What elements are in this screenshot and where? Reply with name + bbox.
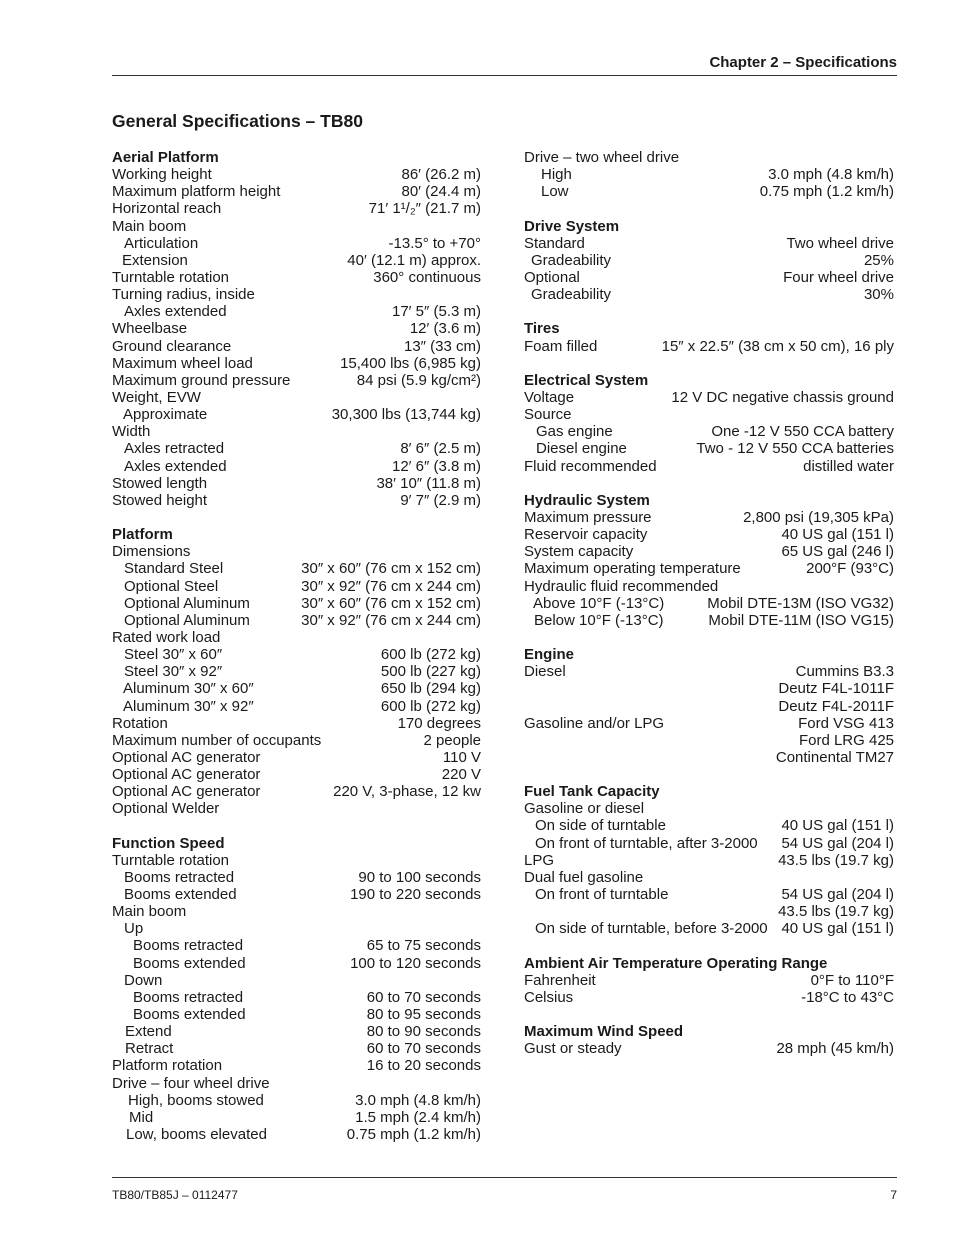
spec-row xyxy=(112,920,481,937)
spec-row xyxy=(112,783,481,800)
spec-value: 30″ x 92″ (76 cm x 244 cm) xyxy=(301,611,481,629)
spec-row xyxy=(524,286,894,303)
spec-value: 0.75 mph (1.2 km/h) xyxy=(346,1126,481,1144)
spec-value: 15,400 lbs (6,985 kg) xyxy=(340,354,481,372)
spec-value: 12′ (3.6 m) xyxy=(409,320,481,338)
spec-value: Mobil DTE-11M (ISO VG15) xyxy=(708,611,894,629)
spec-row xyxy=(112,423,481,440)
spec-label: Optional xyxy=(524,268,580,286)
section-heading xyxy=(524,1023,894,1040)
spec-value: 12 V DC negative chassis ground xyxy=(671,388,894,406)
spec-label: Maximum operating temperature xyxy=(524,560,741,578)
spec-value: 65 US gal (246 l) xyxy=(781,543,894,561)
spec-row xyxy=(112,732,481,749)
spec-row xyxy=(112,235,481,252)
spec-value: 71′ 1¹/₂″ (21.7 m) xyxy=(368,200,481,218)
spec-row xyxy=(112,492,481,509)
spec-label: Booms retracted xyxy=(133,988,244,1006)
spec-row xyxy=(112,303,481,320)
spacer xyxy=(524,303,894,320)
spec-row xyxy=(524,578,894,595)
spec-row xyxy=(524,440,894,457)
spec-value: -18°C to 43°C xyxy=(801,988,894,1006)
spec-row xyxy=(112,1109,481,1126)
spec-row xyxy=(112,869,481,886)
spec-value: 2,800 psi (19,305 kPa) xyxy=(743,508,894,526)
spec-row xyxy=(524,749,894,766)
spec-label: Fahrenheit xyxy=(524,971,596,989)
spec-label: Stowed length xyxy=(112,474,208,492)
spec-row xyxy=(112,320,481,337)
spec-value: 600 lb (272 kg) xyxy=(380,646,481,664)
header-divider xyxy=(112,75,897,76)
spec-row xyxy=(112,852,481,869)
spec-label: Main boom xyxy=(112,217,187,235)
spec-label: Gradeability xyxy=(531,251,612,269)
spec-value: 84 psi (5.9 kg/cm²) xyxy=(356,371,481,389)
spec-row xyxy=(524,972,894,989)
spec-value: 1.5 mph (2.4 km/h) xyxy=(355,1108,481,1126)
spec-label: Booms extended xyxy=(124,886,237,904)
spec-value: 30,300 lbs (13,744 kg) xyxy=(331,406,481,424)
section-heading-label: Electrical System xyxy=(524,371,649,389)
spacer xyxy=(524,475,894,492)
spec-value: 110 V xyxy=(442,748,481,766)
spec-value: 220 V xyxy=(441,766,481,784)
section-heading xyxy=(524,218,894,235)
spec-value: Four wheel drive xyxy=(783,268,894,286)
spec-value: 15″ x 22.5″ (38 cm x 50 cm), 16 ply xyxy=(661,337,894,355)
spec-row xyxy=(112,680,481,697)
spec-row xyxy=(112,1006,481,1023)
spec-label: High xyxy=(541,166,572,184)
spec-value: 8′ 6″ (2.5 m) xyxy=(400,440,481,458)
spec-value: 170 degrees xyxy=(397,714,481,732)
spec-row xyxy=(112,595,481,612)
spec-value: 500 lb (227 kg) xyxy=(380,663,481,681)
spec-label: Extend xyxy=(125,1023,172,1041)
spec-label: Maximum ground pressure xyxy=(112,371,291,389)
spec-label: Low xyxy=(541,183,569,201)
spec-row xyxy=(112,1057,481,1074)
footer-page-number: 7 xyxy=(890,1188,897,1202)
spec-value: 30% xyxy=(863,286,894,304)
spec-row xyxy=(112,389,481,406)
spec-label: Turntable rotation xyxy=(112,268,230,286)
spec-value: 600 lb (272 kg) xyxy=(380,697,481,715)
spec-row xyxy=(524,800,894,817)
spec-value: 65 to 75 seconds xyxy=(366,937,481,955)
spec-row xyxy=(112,989,481,1006)
spec-label: Dual fuel gasoline xyxy=(524,868,644,886)
spec-row xyxy=(524,526,894,543)
spec-label: Gasoline and/or LPG xyxy=(524,714,665,732)
spec-label: Optional AC generator xyxy=(112,766,261,784)
spec-row xyxy=(524,989,894,1006)
spacer xyxy=(112,817,481,834)
spec-label: Turntable rotation xyxy=(112,851,230,869)
spec-row xyxy=(112,355,481,372)
spec-label: Aluminum 30″ x 60″ xyxy=(123,680,254,698)
spec-row xyxy=(524,612,894,629)
footer-divider xyxy=(112,1177,897,1178)
spec-label: Maximum wheel load xyxy=(112,354,253,372)
spec-label: On front of turntable xyxy=(535,886,669,904)
spec-row xyxy=(524,543,894,560)
spacer xyxy=(524,200,894,217)
spec-value: 54 US gal (204 l) xyxy=(781,834,894,852)
spec-row xyxy=(524,852,894,869)
spec-label: Drive – four wheel drive xyxy=(112,1074,270,1092)
footer-doc-number: TB80/TB85J – 0112477 xyxy=(112,1188,238,1202)
spec-row xyxy=(524,698,894,715)
section-heading xyxy=(112,835,481,852)
spec-row xyxy=(524,509,894,526)
spec-label: Optional Steel xyxy=(124,577,219,595)
spec-value: distilled water xyxy=(803,457,894,475)
spec-label: Standard Steel xyxy=(124,560,224,578)
spec-label: Retract xyxy=(125,1040,174,1058)
spec-label: On side of turntable xyxy=(535,817,666,835)
spec-value: 86′ (26.2 m) xyxy=(401,166,481,184)
spec-row xyxy=(112,166,481,183)
section-heading xyxy=(524,320,894,337)
spec-row xyxy=(524,149,894,166)
spec-label: Maximum pressure xyxy=(524,508,652,526)
section-heading xyxy=(112,526,481,543)
spec-value: Two wheel drive xyxy=(786,234,894,252)
spec-label: Optional AC generator xyxy=(112,748,261,766)
page-title: General Specifications – TB80 xyxy=(112,111,363,131)
section-heading-label: Tires xyxy=(524,320,560,338)
spacer xyxy=(524,1006,894,1023)
spec-label: Source xyxy=(524,406,572,424)
spec-value: 30″ x 92″ (76 cm x 244 cm) xyxy=(301,577,481,595)
section-heading-label: Function Speed xyxy=(112,834,225,852)
spec-value: 2 people xyxy=(423,731,481,749)
spec-label: Drive – two wheel drive xyxy=(524,149,680,166)
spec-label: Rotation xyxy=(112,714,168,732)
section-heading-label: Aerial Platform xyxy=(112,149,219,166)
spec-value: 28 mph (45 km/h) xyxy=(776,1040,894,1058)
spec-label: Voltage xyxy=(524,388,575,406)
spec-row xyxy=(524,732,894,749)
spec-row xyxy=(524,269,894,286)
spec-row xyxy=(112,646,481,663)
spec-label: Stowed height xyxy=(112,491,208,509)
spec-value: Ford LRG 425 xyxy=(798,731,894,749)
spec-label: High, booms stowed xyxy=(128,1091,264,1109)
spec-value: 0.75 mph (1.2 km/h) xyxy=(759,183,894,201)
spec-label: Horizontal reach xyxy=(112,200,222,218)
spec-row xyxy=(112,937,481,954)
spec-row xyxy=(112,372,481,389)
spec-label: Main boom xyxy=(112,903,187,921)
spec-label: Extension xyxy=(122,251,188,269)
spec-label: Ground clearance xyxy=(112,337,232,355)
section-heading-label: Engine xyxy=(524,646,575,664)
spec-row xyxy=(524,663,894,680)
spec-value: 80 to 95 seconds xyxy=(366,1006,481,1024)
spec-label: Foam filled xyxy=(524,337,598,355)
section-heading xyxy=(112,149,481,166)
spec-value: 43.5 lbs (19.7 kg) xyxy=(778,903,894,921)
spec-value: 80′ (24.4 m) xyxy=(401,183,481,201)
section-heading-label: Hydraulic System xyxy=(524,491,650,509)
spec-row xyxy=(112,475,481,492)
spec-value: 25% xyxy=(863,251,894,269)
spec-row xyxy=(112,903,481,920)
spec-row xyxy=(112,1092,481,1109)
spec-value: 90 to 100 seconds xyxy=(358,868,481,886)
spec-value: Continental TM27 xyxy=(775,748,894,766)
spec-row xyxy=(112,218,481,235)
spec-label: Optional Aluminum xyxy=(124,611,250,629)
spec-value: 650 lb (294 kg) xyxy=(380,680,481,698)
spec-value: 16 to 20 seconds xyxy=(366,1057,481,1075)
spec-label: Axles extended xyxy=(124,457,227,475)
section-heading xyxy=(524,783,894,800)
spec-label: Maximum platform height xyxy=(112,183,281,201)
spec-label: Aluminum 30″ x 92″ xyxy=(123,697,254,715)
spec-label: Working height xyxy=(112,166,212,184)
chapter-header: Chapter 2 – Specifications xyxy=(709,54,897,71)
spec-label: On front of turntable, after 3-2000 xyxy=(535,834,758,852)
spec-label: Hydraulic fluid recommended xyxy=(524,577,719,595)
spec-row xyxy=(524,903,894,920)
spec-row xyxy=(524,715,894,732)
spacer xyxy=(524,766,894,783)
spec-label: Rated work load xyxy=(112,628,221,646)
spec-value: One -12 V 550 CCA battery xyxy=(711,423,894,441)
spec-label: Above 10°F (-13°C) xyxy=(533,594,665,612)
spec-row xyxy=(112,338,481,355)
spec-row xyxy=(112,955,481,972)
spec-row xyxy=(112,663,481,680)
spec-row xyxy=(112,749,481,766)
spec-row xyxy=(112,1126,481,1143)
spec-value: 54 US gal (204 l) xyxy=(781,886,894,904)
spec-label: Dimensions xyxy=(112,543,191,561)
spec-row xyxy=(524,1040,894,1057)
spec-label: Axles retracted xyxy=(124,440,225,458)
spec-value: 40′ (12.1 m) approx. xyxy=(347,251,481,269)
spec-row xyxy=(112,1040,481,1057)
spec-row xyxy=(112,800,481,817)
spec-label: Width xyxy=(112,423,151,441)
spec-label: Mid xyxy=(129,1108,154,1126)
spec-value: 0°F to 110°F xyxy=(810,971,894,989)
spec-label: Optional Welder xyxy=(112,800,220,818)
spec-row xyxy=(524,595,894,612)
spec-label: Up xyxy=(124,920,144,938)
spec-row xyxy=(112,612,481,629)
spec-value: 40 US gal (151 l) xyxy=(781,817,894,835)
spec-label: Standard xyxy=(524,234,585,252)
spec-label: Approximate xyxy=(123,406,208,424)
spec-value: -13.5° to +70° xyxy=(388,234,481,252)
section-heading xyxy=(524,492,894,509)
spec-value: 3.0 mph (4.8 km/h) xyxy=(355,1091,481,1109)
spec-row xyxy=(524,869,894,886)
spec-row xyxy=(112,269,481,286)
section-heading xyxy=(524,646,894,663)
spec-row xyxy=(112,1023,481,1040)
spec-value: 100 to 120 seconds xyxy=(350,954,481,972)
spec-row xyxy=(112,972,481,989)
spec-label: Diesel xyxy=(524,663,566,681)
spec-value: 9′ 7″ (2.9 m) xyxy=(400,491,481,509)
spacer xyxy=(112,509,481,526)
spec-row xyxy=(112,886,481,903)
spec-label: Diesel engine xyxy=(536,440,627,458)
spec-row xyxy=(524,183,894,200)
spec-value: 17′ 5″ (5.3 m) xyxy=(392,303,481,321)
spec-row xyxy=(112,578,481,595)
spacer xyxy=(524,355,894,372)
spec-value: 80 to 90 seconds xyxy=(366,1023,481,1041)
spec-label: Fluid recommended xyxy=(524,457,657,475)
spec-row xyxy=(112,286,481,303)
spec-label: Articulation xyxy=(124,234,199,252)
spec-row xyxy=(112,543,481,560)
spec-value: Two - 12 V 550 CCA batteries xyxy=(696,440,894,458)
spec-row xyxy=(524,920,894,937)
spec-row xyxy=(112,252,481,269)
spec-value: 30″ x 60″ (76 cm x 152 cm) xyxy=(301,560,481,578)
spec-label: Gas engine xyxy=(536,423,613,441)
spec-value: 60 to 70 seconds xyxy=(366,988,481,1006)
spec-label: Booms retracted xyxy=(124,868,235,886)
spec-value: Mobil DTE-13M (ISO VG32) xyxy=(707,594,894,612)
spec-row xyxy=(524,389,894,406)
spec-label: Gradeability xyxy=(531,286,612,304)
spec-value: 190 to 220 seconds xyxy=(350,886,481,904)
spec-row xyxy=(112,458,481,475)
spec-value: 220 V, 3-phase, 12 kw xyxy=(333,783,481,801)
spec-label: Optional Aluminum xyxy=(124,594,250,612)
spec-label: LPG xyxy=(524,851,555,869)
spec-row xyxy=(112,560,481,577)
left-spec-column xyxy=(112,149,481,1143)
spec-label: Platform rotation xyxy=(112,1057,223,1075)
spec-value: 360° continuous xyxy=(373,268,481,286)
spec-value: Cummins B3.3 xyxy=(795,663,894,681)
spec-row xyxy=(524,835,894,852)
spec-row xyxy=(112,629,481,646)
spec-value: 40 US gal (151 l) xyxy=(781,920,894,938)
section-heading-label: Platform xyxy=(112,526,173,544)
spec-label: Low, booms elevated xyxy=(126,1126,267,1144)
spec-value: Ford VSG 413 xyxy=(798,714,894,732)
spec-row xyxy=(524,680,894,697)
spec-row xyxy=(524,886,894,903)
spec-row xyxy=(524,235,894,252)
spec-value: Deutz F4L-1011F xyxy=(778,680,894,698)
spacer xyxy=(524,937,894,954)
spec-value: 3.0 mph (4.8 km/h) xyxy=(768,166,894,184)
section-heading-label: Ambient Air Temperature Operating Range xyxy=(524,954,828,972)
section-heading-label: Fuel Tank Capacity xyxy=(524,783,660,801)
spec-label: Weight, EVW xyxy=(112,388,201,406)
spec-label: Booms retracted xyxy=(133,937,244,955)
spec-row xyxy=(112,1075,481,1092)
spec-value: Deutz F4L-2011F xyxy=(778,697,894,715)
section-heading xyxy=(524,372,894,389)
spec-row xyxy=(112,183,481,200)
spec-row xyxy=(524,166,894,183)
section-heading xyxy=(524,955,894,972)
spec-label: Gasoline or diesel xyxy=(524,800,645,818)
spec-label: On side of turntable, before 3-2000 xyxy=(535,920,768,938)
section-heading-label: Maximum Wind Speed xyxy=(524,1023,684,1041)
spec-row xyxy=(112,406,481,423)
spec-label: Optional AC generator xyxy=(112,783,261,801)
spacer xyxy=(524,629,894,646)
spec-row xyxy=(524,423,894,440)
spec-row xyxy=(524,817,894,834)
spec-label: Down xyxy=(124,971,163,989)
spec-row xyxy=(524,338,894,355)
spec-label: Celsius xyxy=(524,988,574,1006)
spec-value: 200°F (93°C) xyxy=(806,560,894,578)
spec-value: 38′ 10″ (11.8 m) xyxy=(376,474,481,492)
spec-label: Gust or steady xyxy=(524,1040,622,1058)
spec-row xyxy=(112,715,481,732)
spec-label: Turning radius, inside xyxy=(112,286,255,304)
spec-row xyxy=(112,440,481,457)
spec-label: Below 10°F (-13°C) xyxy=(534,611,664,629)
spec-value: 30″ x 60″ (76 cm x 152 cm) xyxy=(301,594,481,612)
spec-row xyxy=(524,406,894,423)
spec-value: 40 US gal (151 l) xyxy=(781,526,894,544)
spec-label: Reservoir capacity xyxy=(524,526,648,544)
right-spec-column xyxy=(524,149,894,1057)
spec-label: Booms extended xyxy=(133,1006,246,1024)
spec-label: System capacity xyxy=(524,543,634,561)
spec-row xyxy=(524,252,894,269)
spec-value: 12′ 6″ (3.8 m) xyxy=(392,457,481,475)
spec-row xyxy=(524,560,894,577)
spec-value: 60 to 70 seconds xyxy=(366,1040,481,1058)
spec-row xyxy=(112,200,481,217)
spec-row xyxy=(112,698,481,715)
spec-label: Steel 30″ x 92″ xyxy=(124,663,223,681)
spec-row xyxy=(112,766,481,783)
spec-row xyxy=(524,458,894,475)
spec-value: 13″ (33 cm) xyxy=(404,337,481,355)
spec-label: Booms extended xyxy=(133,954,246,972)
spec-value: 43.5 lbs (19.7 kg) xyxy=(778,851,894,869)
spec-label: Maximum number of occupants xyxy=(112,731,322,749)
spec-label: Steel 30″ x 60″ xyxy=(124,646,223,664)
spec-label: Axles extended xyxy=(124,303,227,321)
section-heading-label: Drive System xyxy=(524,217,620,235)
spec-label: Wheelbase xyxy=(112,320,188,338)
